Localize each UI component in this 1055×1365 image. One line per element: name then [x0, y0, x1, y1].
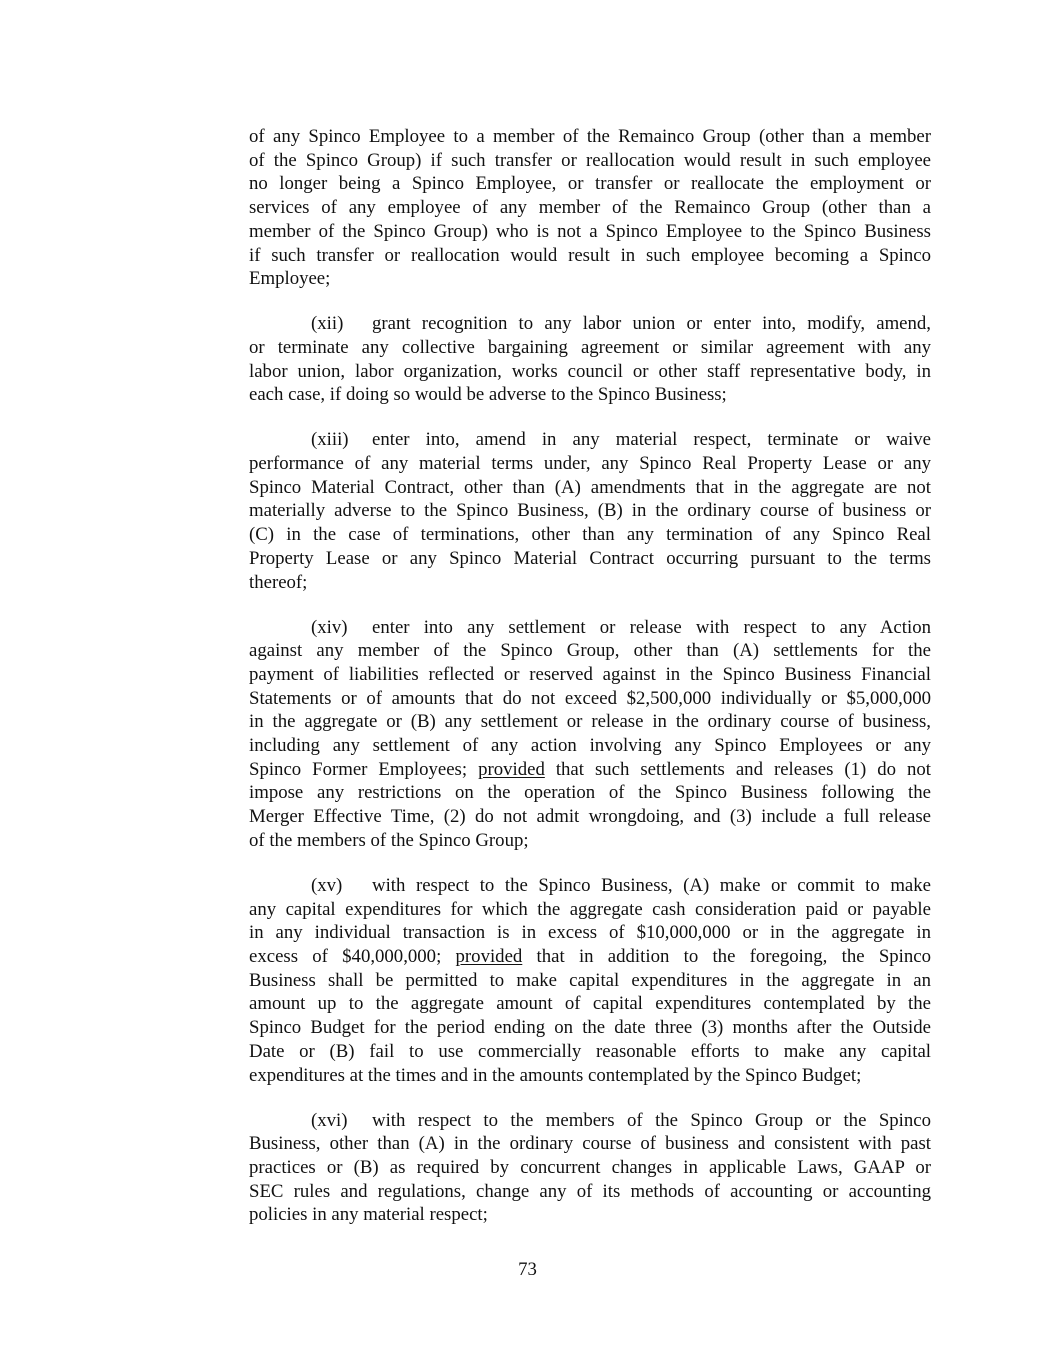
- text-line: [249, 428, 931, 452]
- text-segment: excess of $40,000,000;: [249, 945, 456, 967]
- text-line: [249, 945, 931, 969]
- text-line: Employee;: [249, 268, 331, 290]
- text-line: member of the Spinco Group) who is not a Spinco Employee to the Spinco Business: [249, 220, 931, 242]
- underlined-term: provided: [455, 945, 523, 967]
- text-line: each case, if doing so would be adverse to the Spinco Business;: [249, 384, 727, 406]
- text-segment: grant recognition to any labor union or enter into, modify, amend,: [372, 313, 931, 335]
- text-segment: with respect to the members of the Spinco Group or the Spinco: [372, 1109, 931, 1131]
- text-line: policies in any material respect;: [249, 1204, 488, 1226]
- text-line: in any individual transaction is in excess of $10,000,000 or in the aggregate in: [249, 922, 931, 944]
- text-line: materially adverse to the Spinco Business, (B) in the ordinary course of business or: [249, 500, 931, 522]
- text-line: Statements or of amounts that do not exceed $2,500,000 individually or $5,000,000: [249, 687, 931, 709]
- text-line: Merger Effective Time, (2) do not admit wrongdoing, and (3) include a full release: [249, 806, 931, 828]
- text-line: Spinco Material Contract, other than (A) amendments that in the aggregate are not: [249, 476, 931, 498]
- clause-paragraph: [249, 312, 931, 407]
- text-line: of any Spinco Employee to a member of the Remainco Group (other than a member: [249, 126, 931, 147]
- text-segment: enter into, amend in any material respect, terminate or waive: [372, 429, 931, 451]
- text-line: no longer being a Spinco Employee, or transfer or reallocate the employment or: [249, 173, 931, 195]
- text-segment: that in addition to the foregoing, the Spinco: [522, 945, 931, 967]
- text-segment: with respect to the Spinco Business, (A) make or commit to make: [372, 874, 931, 896]
- underlined-term: provided: [478, 758, 545, 780]
- text-line: Date or (B) fail to use commercially reasonable efforts to make any capital: [249, 1040, 931, 1062]
- text-segment: that such settlements and releases (1) do not: [544, 758, 931, 780]
- clause-label: (xiv): [311, 616, 348, 638]
- text-line: performance of any material terms under, any Spinco Real Property Lease or any: [249, 453, 931, 475]
- text-line: [249, 758, 931, 782]
- text-segment: Spinco Former Employees;: [249, 758, 479, 780]
- text-line: Property Lease or any Spinco Material Contract occurring pursuant to the terms: [249, 547, 931, 569]
- clause-label: (xv): [311, 874, 343, 896]
- text-segment: enter into any settlement or release with respect to any Action: [372, 616, 931, 638]
- text-line: [249, 616, 931, 640]
- document-body: [249, 125, 931, 1248]
- text-line: amount up to the aggregate amount of capital expenditures contemplated by the: [249, 993, 931, 1015]
- text-line: in the aggregate or (B) any settlement or release in the ordinary course of business,: [249, 711, 931, 733]
- text-line: [249, 312, 931, 336]
- text-line: Business, other than (A) in the ordinary course of business and consistent with past: [249, 1133, 931, 1155]
- text-line: (C) in the case of terminations, other than any termination of any Spinco Real: [249, 524, 931, 546]
- text-line: any capital expenditures for which the aggregate cash consideration paid or payable: [249, 898, 931, 920]
- text-line: [249, 1109, 931, 1133]
- clause-paragraph: [249, 874, 931, 1087]
- clause-paragraph: [249, 1109, 931, 1228]
- text-line: thereof;: [249, 571, 308, 593]
- text-line: expenditures at the times and in the amounts contemplated by the Spinco Budget;: [249, 1064, 862, 1086]
- text-line: SEC rules and regulations, change any of its methods of accounting or accounting: [249, 1180, 931, 1202]
- text-line: services of any employee of any member of the Remainco Group (other than a: [249, 197, 931, 219]
- clause-paragraph: [249, 428, 931, 594]
- clause-label: (xvi): [311, 1109, 348, 1131]
- text-line: or terminate any collective bargaining agreement or similar agreement with any: [249, 336, 931, 358]
- text-line: impose any restrictions on the operation of the Spinco Business following the: [249, 782, 931, 804]
- text-line: Business shall be permitted to make capital expenditures in the aggregate in an: [249, 969, 931, 991]
- clause-paragraph: [249, 616, 931, 853]
- text-line: against any member of the Spinco Group, other than (A) settlements for the: [249, 640, 931, 662]
- text-line: Spinco Budget for the period ending on the date three (3) months after the Outside: [249, 1017, 931, 1039]
- text-line: labor union, labor organization, works council or other staff representative body, in: [249, 360, 931, 382]
- text-line: [249, 874, 931, 898]
- clause-label: (xiii): [311, 429, 349, 451]
- clause-paragraph: [249, 125, 931, 291]
- text-line: including any settlement of any action involving any Spinco Employees or any: [249, 735, 931, 757]
- text-line: of the Spinco Group) if such transfer or reallocation would result in such employee: [249, 149, 931, 171]
- page-number: 73: [518, 1259, 537, 1280]
- text-line: practices or (B) as required by concurrent changes in applicable Laws, GAAP or: [249, 1156, 931, 1178]
- text-line: of the members of the Spinco Group;: [249, 829, 529, 851]
- text-line: if such transfer or reallocation would result in such employee becoming a Spinco: [249, 244, 931, 266]
- clause-label: (xii): [311, 313, 344, 335]
- text-line: payment of liabilities reflected or reserved against in the Spinco Business Financial: [249, 663, 931, 685]
